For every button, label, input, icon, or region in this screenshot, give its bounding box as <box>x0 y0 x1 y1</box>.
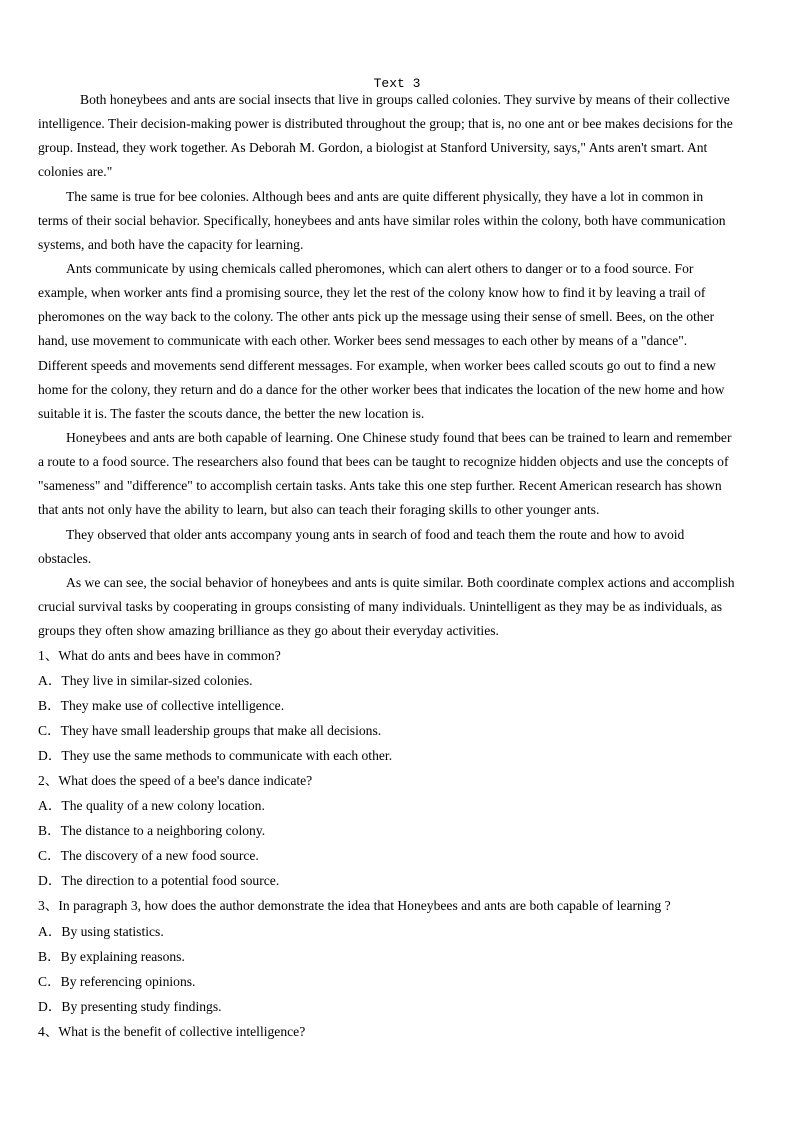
paragraph <box>38 571 768 643</box>
paragraph-line: hand, use movement to communicate with each other. Worker bees send messages to each other by means of a "dance". <box>38 333 688 349</box>
answer-option: A．They live in similar-sized colonies. <box>38 673 253 689</box>
paragraph-line: group. Instead, they work together. As Deborah M. Gordon, a biologist at Stanford University, says," Ants aren't smart. Ant <box>38 140 708 156</box>
answer-option: C．They have small leadership groups that make all decisions. <box>38 723 382 739</box>
paragraph-line: groups they often show amazing brilliance as they go about their everyday activities. <box>38 623 499 639</box>
paragraph-line: "sameness" and "difference" to accomplish certain tasks. Ants take this one step further. Recent American research has shown <box>38 478 722 494</box>
document-title: Text 3 <box>373 76 421 91</box>
question-stem: 1、What do ants and bees have in common? <box>38 648 281 663</box>
paragraph-line: suitable it is. The faster the scouts dance, the better the new location is. <box>38 405 425 421</box>
paragraph-line: a route to a food source. The researchers also found that bees can be taught to recognize hidden objects and use the concepts of <box>38 454 729 470</box>
paragraph-line: colonies are." <box>38 164 113 180</box>
question-stem: 2、What does the speed of a bee's dance indicate? <box>38 773 313 789</box>
paragraph-line: that ants not only have the ability to learn, but also can teach their foraging skills to other younger ants. <box>38 502 600 518</box>
paragraph-line: home for the colony, they return and do a dance for the other worker bees that indicates the location of the new home and how <box>38 381 725 397</box>
answer-option: A．The quality of a new colony location. <box>38 798 265 814</box>
answer-option: B．They make use of collective intelligence. <box>38 698 285 714</box>
answer-option: C．By referencing opinions. <box>38 973 196 989</box>
paragraph <box>38 523 768 571</box>
paragraph-line: example, when worker ants find a promising source, they let the rest of the colony know how to find it by leaving a trail of <box>38 285 706 301</box>
paragraph-line: As we can see, the social behavior of honeybees and ants is quite similar. Both coordinate complex actions and accomplish <box>66 574 735 590</box>
paragraph-line: They observed that older ants accompany young ants in search of food and teach them the route and how to avoid <box>66 526 685 542</box>
paragraph-line: The same is true for bee colonies. Although bees and ants are quite different physically, they have a lot in common in <box>66 188 704 204</box>
question <box>38 768 768 893</box>
paragraph-line: terms of their social behavior. Specifically, honeybees and ants have similar roles within the colony, both have communication <box>38 212 726 228</box>
paragraph-line: intelligence. Their decision-making power is distributed throughout the group; that is, no one ant or bee makes decisions for the <box>38 116 733 132</box>
paragraph <box>38 257 768 426</box>
question <box>38 643 768 768</box>
paragraph <box>38 88 768 185</box>
questions <box>38 643 768 1044</box>
answer-option: D．By presenting study findings. <box>38 998 222 1014</box>
paragraph-line: obstacles. <box>38 550 92 566</box>
paragraph-line: pheromones on the way back to the colony. The other ants pick up the message using their sense of smell. Bees, on the other <box>38 309 715 325</box>
passage <box>38 88 768 643</box>
question <box>38 893 768 1018</box>
question-stem: 4、What is the benefit of collective intelligence? <box>38 1023 306 1039</box>
answer-option: A．By using statistics. <box>38 923 164 939</box>
paragraph-line: crucial survival tasks by cooperating in groups consisting of many individuals. Unintelligent as they may be as individuals, as <box>38 598 723 614</box>
answer-option: D．They use the same methods to communicate with each other. <box>38 748 393 764</box>
paragraph <box>38 185 768 257</box>
paragraph-line: Ants communicate by using chemicals called pheromones, which can alert others to danger or to a food source. For <box>66 260 694 276</box>
answer-option: C．The discovery of a new food source. <box>38 848 259 864</box>
question <box>38 1019 768 1044</box>
paragraph-line: systems, and both have the capacity for learning. <box>38 236 304 252</box>
answer-option: B．By explaining reasons. <box>38 948 185 964</box>
answer-option: D．The direction to a potential food source. <box>38 873 280 889</box>
answer-option: B．The distance to a neighboring colony. <box>38 823 266 839</box>
paragraph-line: Different speeds and movements send different messages. For example, when worker bees called scouts go out to find a new <box>38 357 716 373</box>
paragraph-line: Honeybees and ants are both capable of learning. One Chinese study found that bees can be trained to learn and remember <box>66 429 732 445</box>
paragraph <box>38 426 768 523</box>
question-stem: 3、In paragraph 3, how does the author demonstrate the idea that Honeybees and ants are both capable of learning ? <box>38 898 671 914</box>
paragraph-line: Both honeybees and ants are social insects that live in groups called colonies. They survive by means of their collective <box>80 92 730 107</box>
